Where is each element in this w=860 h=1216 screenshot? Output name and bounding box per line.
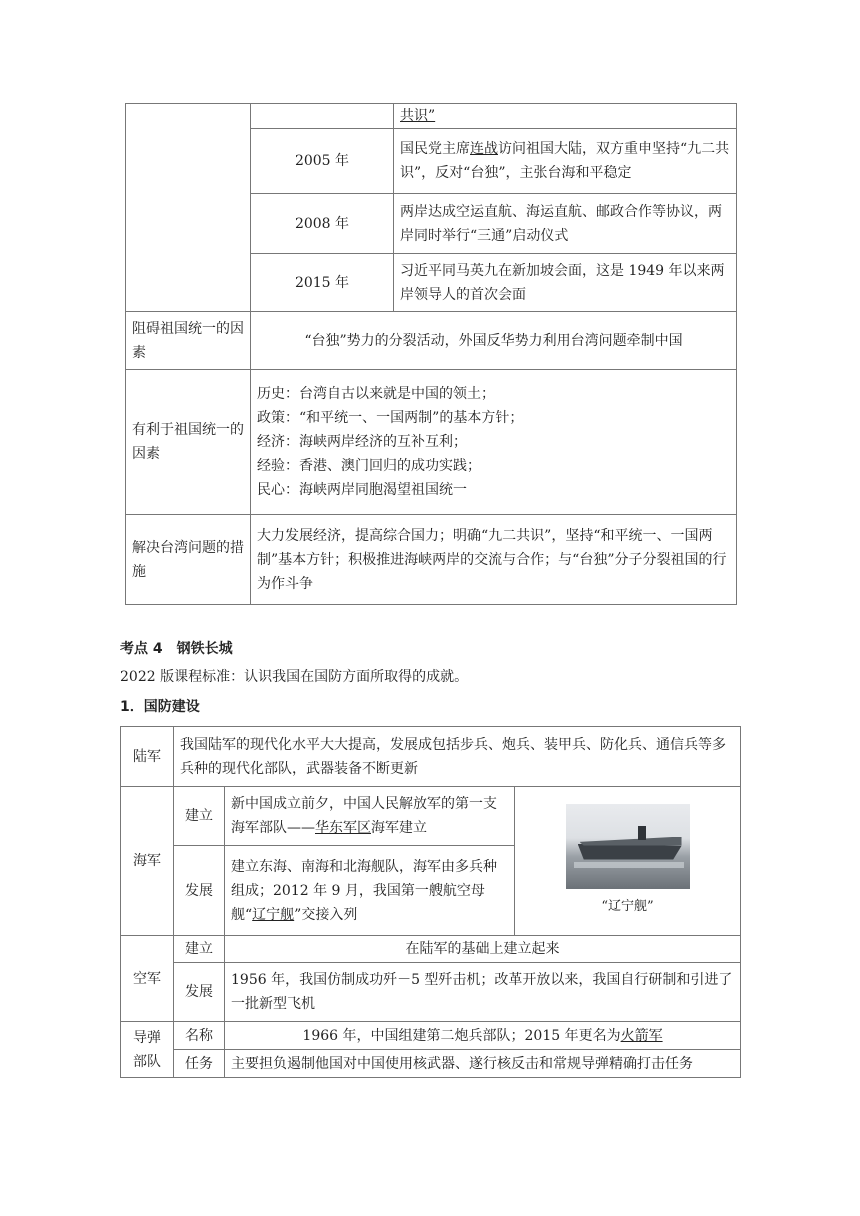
missile-task-label: 任务 xyxy=(174,1050,225,1078)
measures-text: 大力发展经济，提高综合国力；明确“九二共识”，坚持“和平统一、一国两制”基本方针；积极推进海峡两岸的交流与合作；与“台独”分子分裂祖国的行为作斗争 xyxy=(251,515,737,605)
favorable-label: 有利于祖国统一的因素 xyxy=(126,370,251,515)
missile-name-text: 1966 年，中国组建第二炮兵部队；2015 年更名为火箭军 xyxy=(225,1022,741,1050)
measures-label: 解决台湾问题的措施 xyxy=(126,515,251,605)
missile-task-text: 主要担负遏制他国对中国使用核武器、遂行核反击和常规导弹精确打击任务 xyxy=(225,1050,741,1078)
navy-image-cell xyxy=(515,787,741,936)
navy-dev-label: 发展 xyxy=(174,846,225,936)
event-cell: 两岸达成空运直航、海运直航、邮政合作等协议，两岸同时举行“三通”启动仪式 xyxy=(394,194,737,254)
navy-est-label: 建立 xyxy=(174,787,225,846)
year-cell: 2005 年 xyxy=(251,129,394,194)
army-label: 陆军 xyxy=(121,727,174,787)
year-cell: 2015 年 xyxy=(251,254,394,312)
obstacle-label: 阻碍祖国统一的因素 xyxy=(126,312,251,370)
airforce-est-label: 建立 xyxy=(174,936,225,963)
navy-est-text: 新中国成立前夕，中国人民解放军的第一支海军部队——华东军区海军建立 xyxy=(225,787,515,846)
favorable-list xyxy=(251,370,737,515)
favorable-line: 历史：台湾自古以来就是中国的领土； xyxy=(257,386,495,402)
event-cell: 习近平同马英九在新加坡会面，这是 1949 年以来两岸领导人的首次会面 xyxy=(394,254,737,312)
missile-name-label: 名称 xyxy=(174,1022,225,1050)
obstacle-text: “台独”势力的分裂活动，外国反华势力利用台湾问题牵制中国 xyxy=(251,312,737,370)
blank-cell xyxy=(251,104,394,129)
year-cell: 2008 年 xyxy=(251,194,394,254)
aircraft-carrier-photo xyxy=(566,804,690,889)
event-cell: 国民党主席连战访问祖国大陆，双方重申坚持“九二共识”，反对“台独”，主张台海和平稳定 xyxy=(394,129,737,194)
missile-label: 导弹部队 xyxy=(121,1022,174,1078)
favorable-line: 政策：“和平统一、一国两制”的基本方针； xyxy=(257,410,524,426)
favorable-line: 民心：海峡两岸同胞渴望祖国统一 xyxy=(257,482,467,498)
defense-table xyxy=(120,726,741,1078)
photo-caption: “辽宁舰” xyxy=(601,898,654,914)
curriculum-standard: 2022 版课程标准：认识我国在国防方面所取得的成就。 xyxy=(120,669,469,685)
airforce-est-text: 在陆军的基础上建立起来 xyxy=(225,936,741,963)
blank-cell xyxy=(126,104,251,312)
airforce-dev-text: 1956 年，我国仿制成功歼－5 型歼击机；改革开放以来，我国自行研制和引进了一批新型飞机 xyxy=(225,963,741,1022)
subheading: 1．国防建设 xyxy=(120,699,200,715)
favorable-line: 经济：海峡两岸经济的互补互利； xyxy=(257,434,467,450)
favorable-line: 经验：香港、澳门回归的成功实践； xyxy=(257,458,481,474)
army-text: 我国陆军的现代化水平大大提高，发展成包括步兵、炮兵、装甲兵、防化兵、通信兵等多兵种的现代化部队，武器装备不断更新 xyxy=(174,727,741,787)
airforce-dev-label: 发展 xyxy=(174,963,225,1022)
row-text: 共识” xyxy=(400,108,436,124)
airforce-label: 空军 xyxy=(121,936,174,1022)
section-heading: 考点 4 钢铁长城 xyxy=(120,641,233,657)
navy-label: 海军 xyxy=(121,787,174,936)
navy-dev-text: 建立东海、南海和北海舰队，海军由多兵种组成；2012 年 9 月，我国第一艘航空母舰“辽宁舰”交接入列 xyxy=(225,846,515,936)
taiwan-table xyxy=(125,103,737,605)
